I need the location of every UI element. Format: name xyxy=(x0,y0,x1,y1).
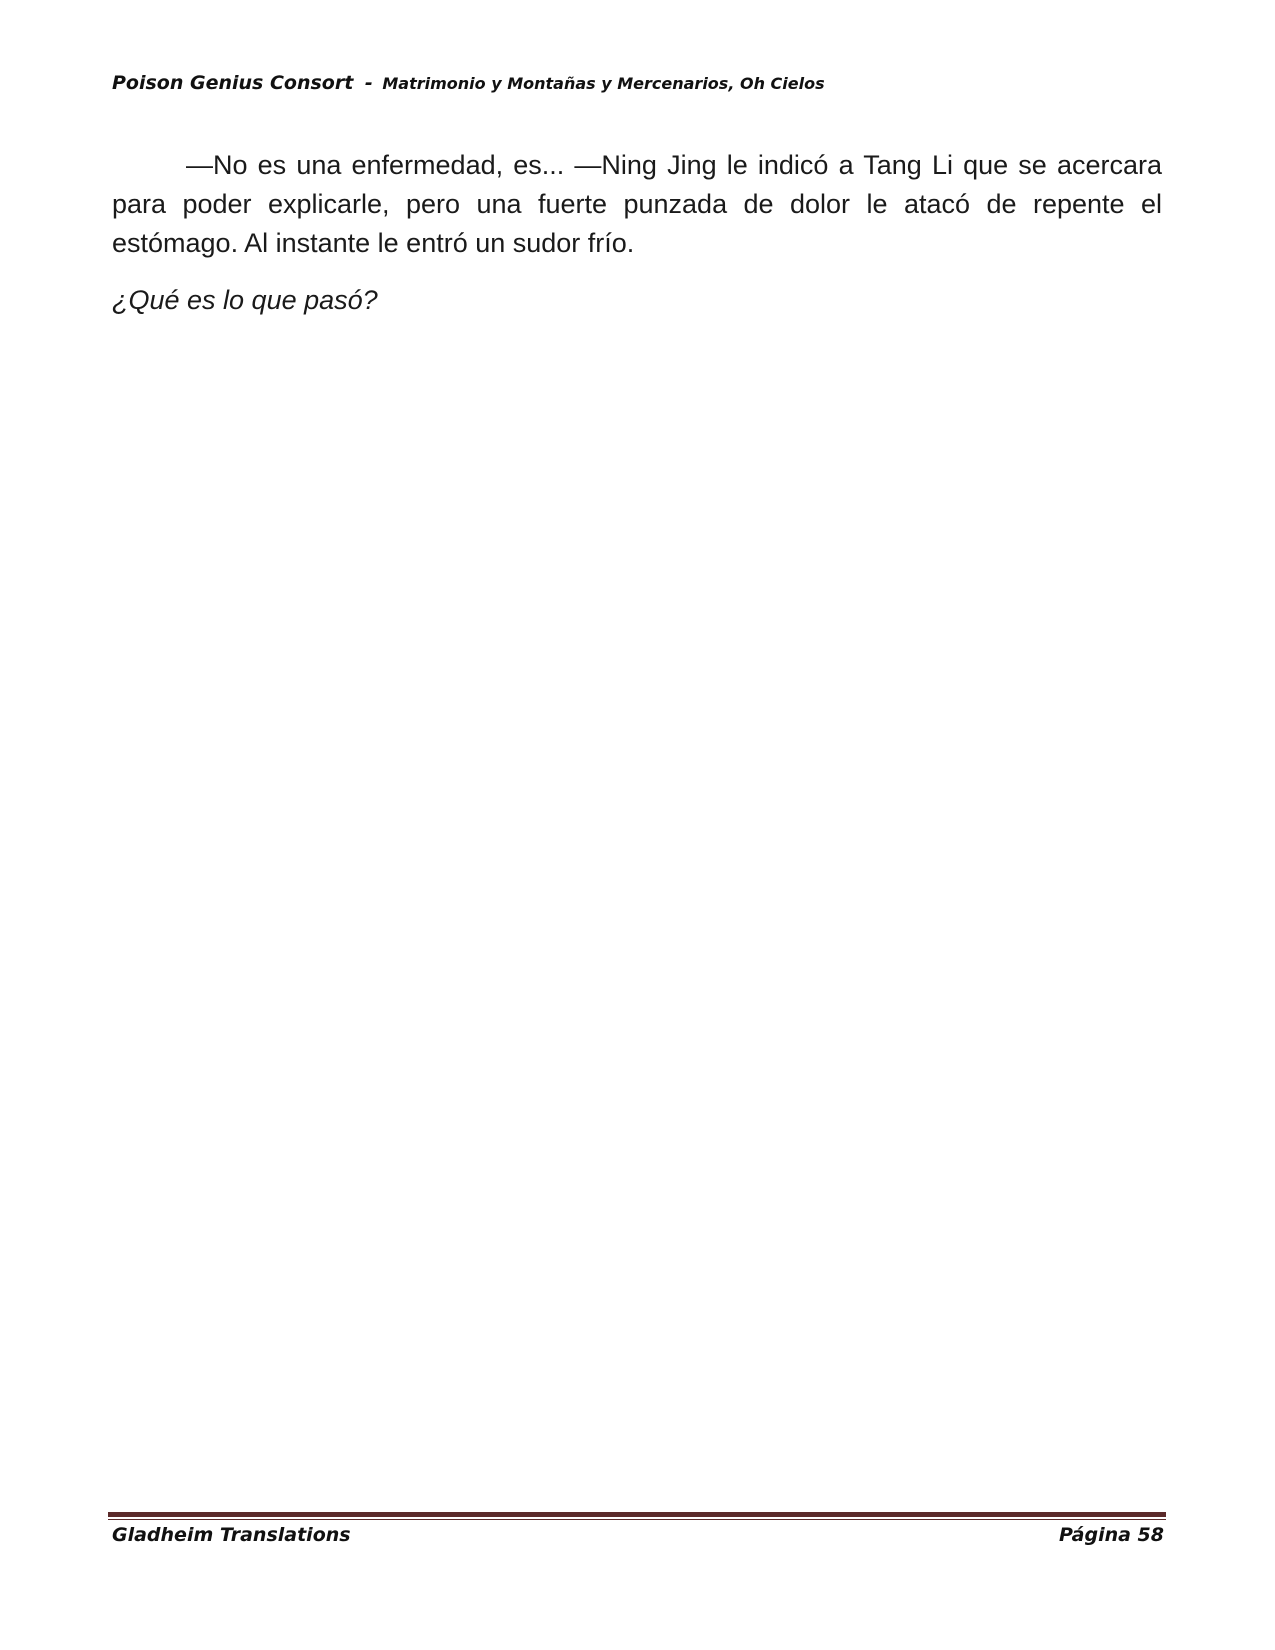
running-footer xyxy=(112,1524,1164,1546)
thought-line: ¿Qué es lo que pasó? xyxy=(112,285,378,315)
header-separator: - xyxy=(364,72,373,94)
page-number: Página 58 xyxy=(1058,1524,1164,1546)
footer-publisher: Gladheim Translations xyxy=(112,1524,351,1546)
footer-divider-thick xyxy=(108,1512,1166,1517)
running-header xyxy=(112,72,1172,94)
body-paragraph: —No es una enfermedad, es... —Ning Jing le indicó a Tang Li que se acercara para poder explicarle, pero una fuerte punzada de dolor le atacó de repente el estómago. Al instante le entró un sudor frío. xyxy=(112,150,1162,258)
footer-divider-thin xyxy=(108,1519,1166,1520)
footer-divider xyxy=(108,1512,1166,1520)
page-body xyxy=(112,146,1162,320)
header-title: Poison Genius Consort xyxy=(112,72,354,94)
header-subtitle: Matrimonio y Montañas y Mercenarios, Oh Cielos xyxy=(382,74,825,93)
